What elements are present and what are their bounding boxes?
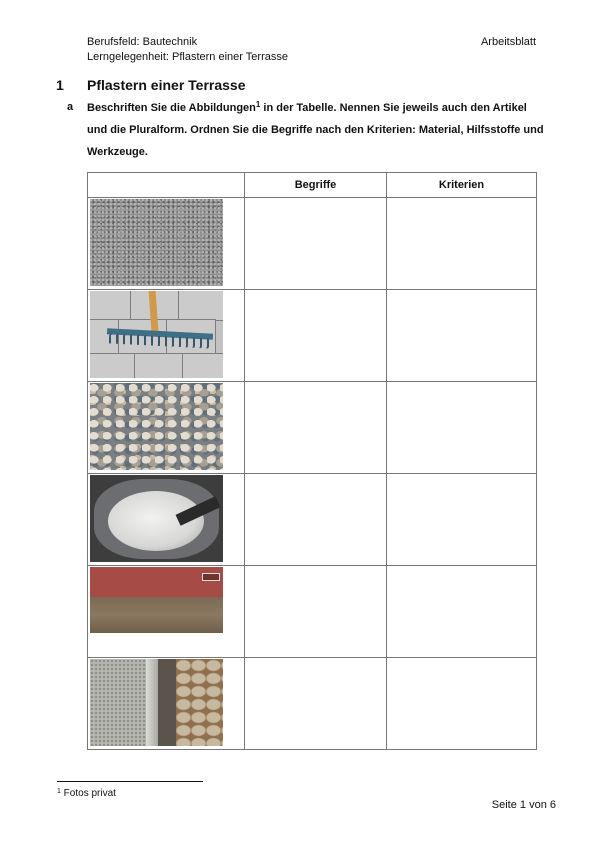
- header-image-column: [88, 173, 245, 198]
- task-letter: a: [67, 101, 74, 113]
- table-row: [88, 474, 537, 566]
- image-cell: [88, 566, 245, 658]
- begriff-cell[interactable]: [245, 658, 387, 750]
- page-number: Seite 1 von 6: [491, 799, 556, 811]
- gravel-photo: [90, 199, 223, 286]
- footnote-text: Fotos privat: [60, 788, 116, 799]
- kriterium-cell[interactable]: [387, 198, 537, 290]
- header-begriffe: Begriffe: [245, 173, 387, 198]
- begriff-cell[interactable]: [245, 474, 387, 566]
- table-row: [88, 290, 537, 382]
- wall-soil-photo: [90, 567, 223, 654]
- section-title: Pflastern einer Terrasse: [87, 77, 246, 93]
- footnote: [57, 788, 116, 799]
- table-row: [88, 198, 537, 290]
- task-instruction: [87, 97, 547, 163]
- footnote-reference: 1: [255, 100, 261, 109]
- footnote-number: 1: [57, 788, 61, 795]
- table-row: [88, 566, 537, 658]
- pebbles-photo: [90, 383, 223, 470]
- curb-stones-photo: [90, 659, 223, 746]
- kriterium-cell[interactable]: [387, 290, 537, 382]
- task-text-part1: Beschriften Sie die Abbildungen: [87, 102, 256, 114]
- task-text-part2: in der Tabelle. Nennen Sie jeweils auch den Artikel und die Pluralform. Ordnen Sie die Begriffe nach den Kriterien: Material, Hilfsstoffe und Werkzeuge.: [87, 102, 544, 158]
- image-cell: [88, 658, 245, 750]
- kriterium-cell[interactable]: [387, 382, 537, 474]
- footnote-separator: [57, 781, 203, 782]
- header-field: Berufsfeld: Bautechnik: [87, 36, 198, 48]
- begriff-cell[interactable]: [245, 290, 387, 382]
- table-row: [88, 658, 537, 750]
- rake-photo: [90, 291, 223, 378]
- table-row: [88, 382, 537, 474]
- header-doc-type: Arbeitsblatt: [480, 36, 536, 48]
- worksheet-table: [87, 172, 537, 750]
- header-kriterien: Kriterien: [387, 173, 537, 198]
- image-cell: [88, 198, 245, 290]
- section-number: 1: [56, 77, 64, 93]
- header-situation: Lerngelegenheit: Pflastern einer Terrasse: [87, 51, 288, 63]
- kriterium-cell[interactable]: [387, 658, 537, 750]
- kriterium-cell[interactable]: [387, 474, 537, 566]
- image-cell: [88, 382, 245, 474]
- header-left: [87, 35, 288, 65]
- table-header-row: [88, 173, 537, 198]
- begriff-cell[interactable]: [245, 198, 387, 290]
- image-cell: [88, 474, 245, 566]
- begriff-cell[interactable]: [245, 566, 387, 658]
- image-cell: [88, 290, 245, 382]
- cement-bucket-photo: [90, 475, 223, 562]
- begriff-cell[interactable]: [245, 382, 387, 474]
- kriterium-cell[interactable]: [387, 566, 537, 658]
